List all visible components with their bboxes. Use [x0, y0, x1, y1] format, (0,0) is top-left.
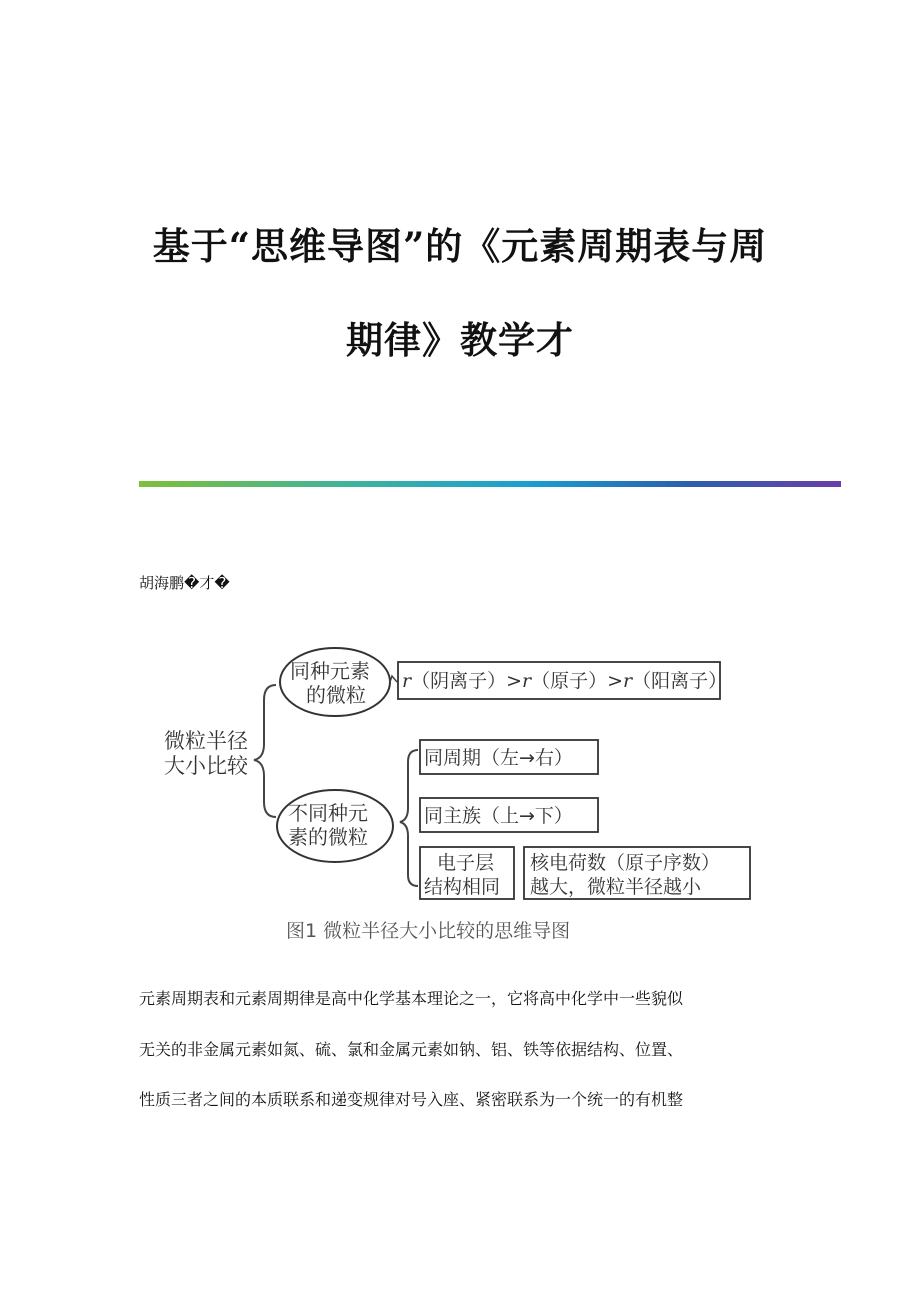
connector-same	[390, 676, 397, 682]
figure-caption: 图1 微粒半径大小比较的思维导图	[286, 920, 571, 942]
same-element-label-line-1: 同种元素	[290, 659, 370, 683]
shell-label-line-1: 电子层	[437, 852, 495, 874]
different-element-label-line-2: 素的微粒	[288, 825, 368, 849]
body-paragraph-line-3: 性质三者之间的本质联系和递变规律对号入座、紧密联系为一个统一的有机整	[139, 1090, 684, 1109]
shell-rule-line-1: 核电荷数（原子序数）	[530, 852, 721, 874]
root-label-line-1: 微粒半径	[164, 729, 248, 753]
shell-rule-line-2: 越大，微粒半径越小	[530, 876, 702, 898]
group-rule: 同主族（上→下）	[424, 805, 573, 827]
different-element-label-line-1: 不同种元	[288, 801, 368, 825]
document-title-line-2: 期律》教学才	[346, 318, 574, 362]
mind-map-figure	[140, 640, 800, 950]
period-rule: 同周期（左→右）	[424, 747, 573, 769]
same-element-label-line-2: 的微粒	[306, 683, 366, 707]
same-element-rule: r（阴离子）>r（原子）>r（阳离子）	[402, 670, 728, 692]
document-title-line-1: 基于“思维导图”的《元素周期表与周	[152, 224, 768, 268]
main-brace	[254, 685, 276, 817]
body-paragraph-line-2: 无关的非金属元素如氮、硫、氯和金属元素如钠、铝、铁等依据结构、位置、	[139, 1040, 684, 1059]
author-name: 胡海鹏�才�	[139, 574, 230, 592]
secondary-brace	[400, 750, 418, 886]
body-paragraph-line-1: 元素周期表和元素周期律是高中化学基本理论之一，它将高中化学中一些貌似	[139, 989, 684, 1008]
title-divider	[139, 481, 841, 487]
root-label-line-2: 大小比较	[164, 754, 248, 778]
shell-label-line-2: 结构相同	[424, 876, 501, 898]
